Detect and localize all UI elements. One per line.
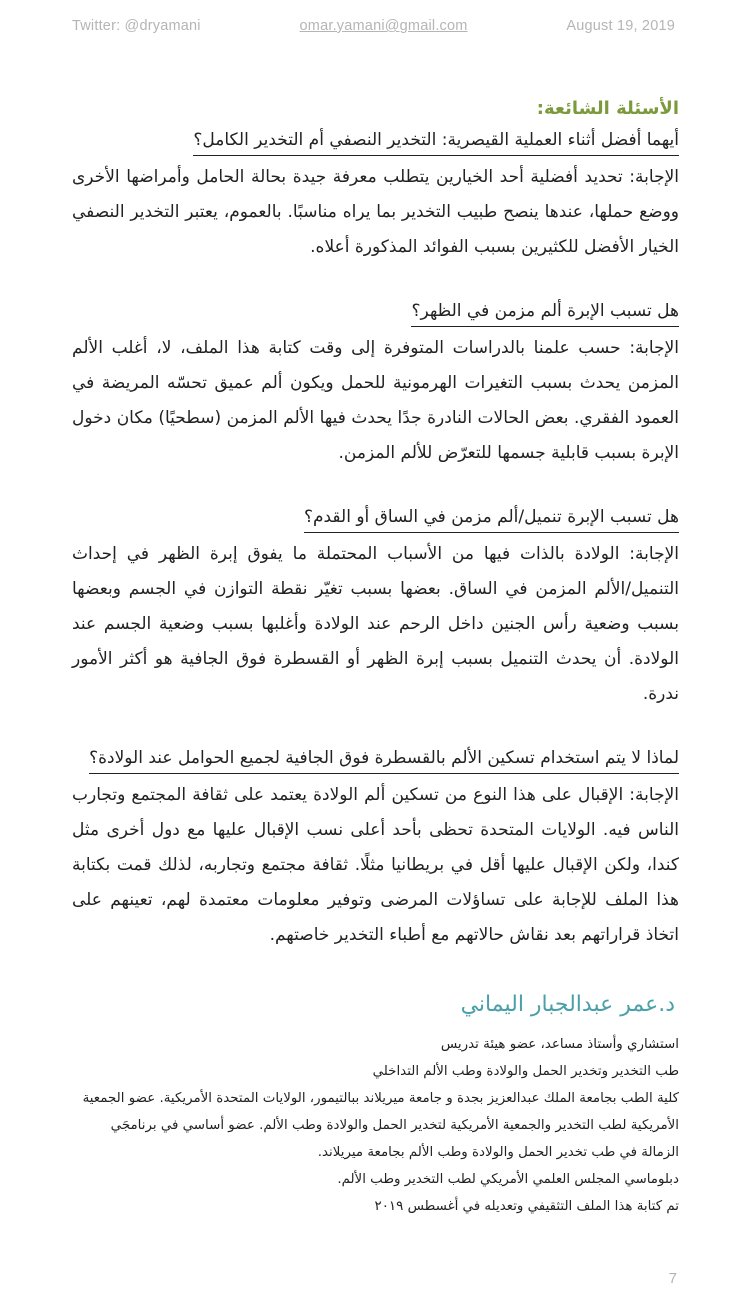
faq-item (72, 503, 679, 712)
faq-question: أيهما أفضل أثناء العملية القيصرية: التخدير النصفي أم التخدير الكامل؟ (193, 126, 679, 156)
header-twitter: Twitter: @dryamani (72, 18, 201, 34)
faq-question: هل تسبب الإبرة تنميل/ألم مزمن في الساق أو القدم؟ (304, 503, 679, 533)
author-title: استشاري وأستاذ مساعد، عضو هيئة تدريس (440, 1037, 679, 1052)
document-body (72, 92, 679, 1220)
faq-answer: الإجابة: الإقبال على هذا النوع من تسكين ألم الولادة يعتمد على ثقافة المجتمع وتجارب الناس فيه. الولايات المتحدة تحظى بأحد أعلى نسب الإقبال عليها مع دول أخرى مثل كندا، ولكن الإقبال عليها أقل في بريطانيا مثلًا. ثقافة مجتمع وتجاربه، لذلك قمت بكتابة هذا الملف للإجابة على تساؤلات المرضى وتوفير معلومات معتمدة لهم، تعينهم على اتخاذ قراراتهم بعد نقاش حالاتهم مع أطباء التخدير خاصتهم. (72, 785, 679, 945)
header-date: August 19, 2019 (566, 18, 675, 34)
faq-title: الأسئلة الشائعة: (536, 98, 679, 119)
faq-answer: الإجابة: تحديد أفضلية أحد الخيارين يتطلب معرفة جيدة بحالة الحامل وأمراضها الأخرى ووضع حملها، عندها ينصح طبيب التخدير بما يراه مناسبًا. بالعموم، يعتبر التخدير النصفي الخيار الأفضل للكثيرين بسبب الفوائد المذكورة أعلاه. (72, 167, 679, 257)
author-board: دبلوماسي المجلس العلمي الأمريكي لطب التخدير وطب الألم. (337, 1172, 679, 1187)
faq-item (72, 744, 679, 953)
faq-answer: الإجابة: حسب علمنا بالدراسات المتوفرة إلى وقت كتابة هذا الملف، لا، أغلب الألم المزمن يحدث بسبب التغيرات الهرمونية للحمل ويكون ألم عميق تحسّه المريضة في العمود الفقري. بعض الحالات النادرة جدًا يحدث فيها الألم المزمن (سطحيًا) مكان دخول الإبرة بسبب قابلية جسمها للتعرّض للألم المزمن. (72, 338, 679, 463)
author-written-date: تم كتابة هذا الملف التثقيفي وتعديله في أغسطس ٢٠١٩ (374, 1199, 679, 1214)
header-email[interactable]: omar.yamani@gmail.com (299, 18, 468, 34)
page-number: 7 (668, 1270, 677, 1287)
author-affiliation: كلية الطب بجامعة الملك عبدالعزيز بجدة و جامعة ميريلاند ببالتيمور، الولايات المتحدة الأمريكية. عضو الجمعية الأمريكية لطب التخدير والجمعية الأمريكية لتخدير الحمل والولادة وطب الألم. عضو أساسي في برنامجَي الزمالة في طب تخدير الحمل والولادة وطب الألم بجامعة ميريلاند. (82, 1091, 679, 1160)
page-header (72, 18, 675, 42)
faq-item (72, 297, 679, 471)
faq-item (72, 126, 679, 265)
author-specialty: طب التخدير وتخدير الحمل والولادة وطب الألم التداخلي (372, 1064, 679, 1079)
faq-question: لماذا لا يتم استخدام تسكين الألم بالقسطرة فوق الجافية لجميع الحوامل عند الولادة؟ (89, 744, 679, 774)
author-signature (72, 985, 679, 1220)
author-name: د.عمر عبدالجبار اليماني (460, 992, 675, 1017)
faq-answer: الإجابة: الولادة بالذات فيها من الأسباب المحتملة ما يفوق إبرة الظهر في إحداث التنميل/الألم المزمن في الساق. بعضها بسبب تغيّر نقطة التوازن في الجسم وبعضها بسبب وضعية رأس الجنين داخل الرحم عند الولادة وأغلبها بسبب وضعية الجسم عند الولادة. أن يحدث التنميل بسبب إبرة الظهر أو القسطرة فوق الجافية هو أكثر الأمور ندرة. (72, 544, 679, 704)
faq-question: هل تسبب الإبرة ألم مزمن في الظهر؟ (411, 297, 679, 327)
